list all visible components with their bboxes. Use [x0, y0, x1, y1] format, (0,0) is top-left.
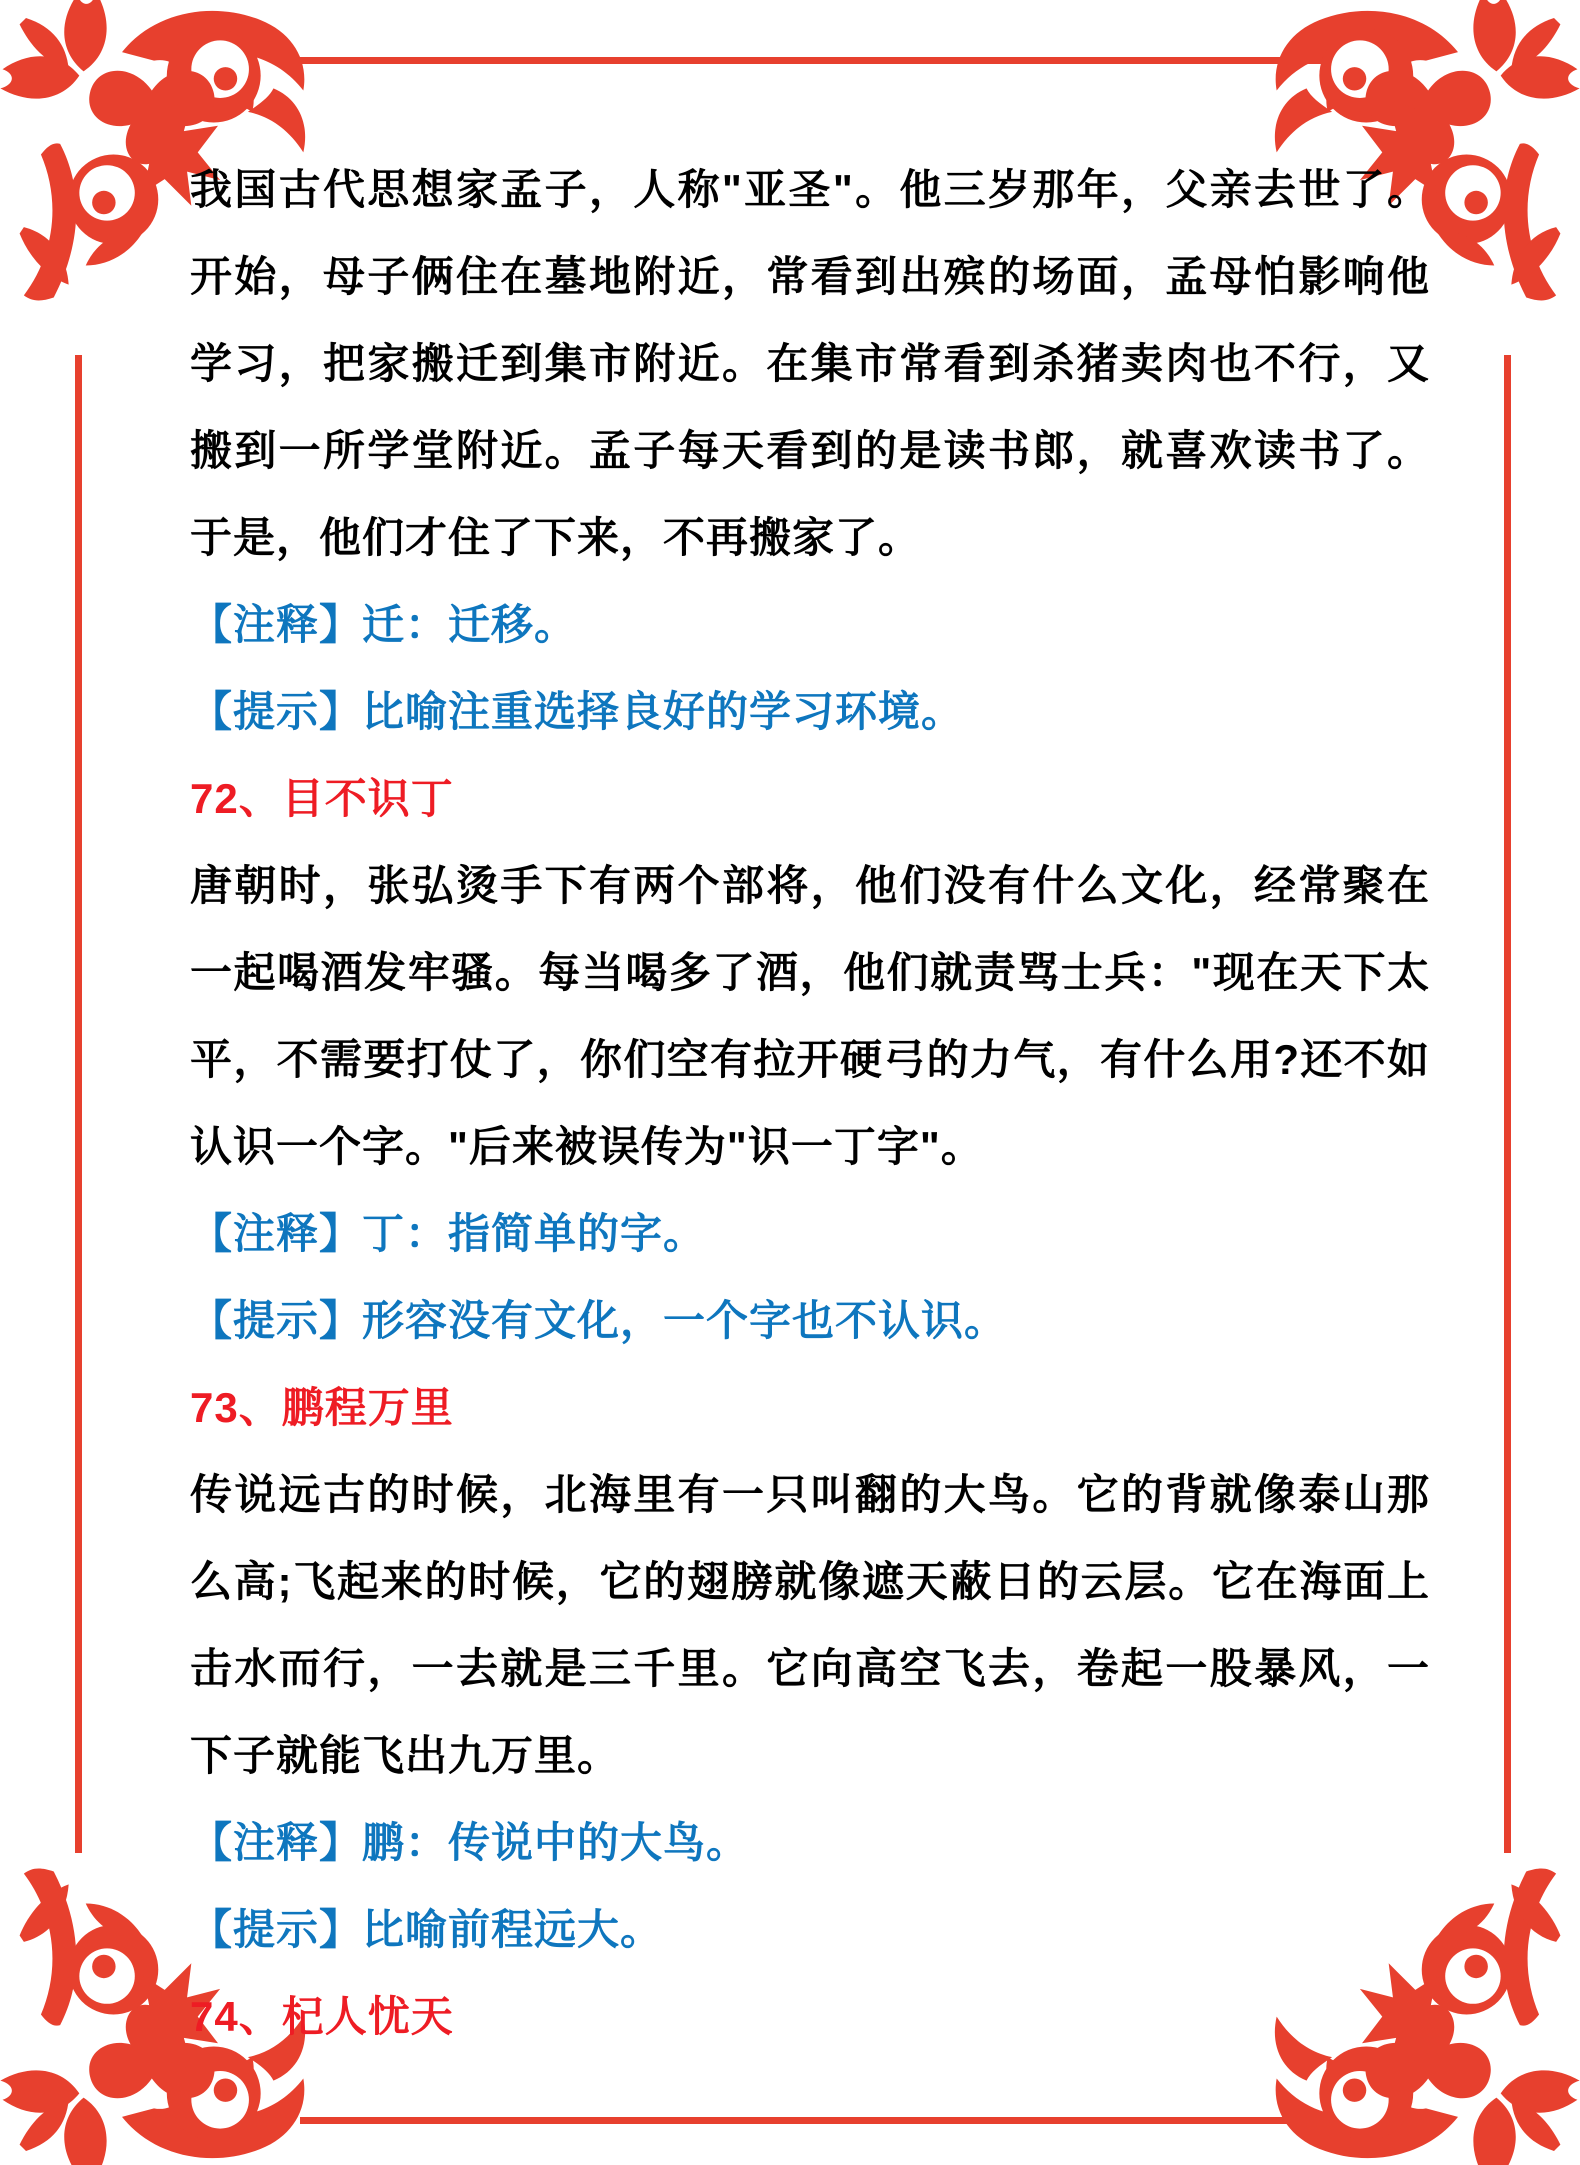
- frame-bottom-line: [300, 2117, 1290, 2124]
- hint-line: 【提示】形容没有文化，一个字也不认识。: [190, 1297, 1008, 1344]
- annotation-line: 【注释】迁：迁移。: [190, 601, 578, 648]
- idiom-heading-73: 73、鹏程万里: [190, 1384, 454, 1431]
- page-content: [190, 146, 1430, 2060]
- story-paragraph-peng-cheng-wan-li: 传说远古的时候，北海里有一只叫翻的大鸟。它的背就像泰山那么高;飞起来的时候，它的翅膀就像遮天蔽日的云层。它在海面上击水而行，一去就是三千里。它向高空飞去，卷起一股暴风，一下子就能飞出九万里。: [190, 1471, 1430, 1779]
- story-paragraph-mu-bu-shi-ding: 唐朝时，张弘烫手下有两个部将，他们没有什么文化，经常聚在一起喝酒发牢骚。每当喝多了酒，他们就责骂士兵："现在天下太平，不需要打仗了，你们空有拉开硬弓的力气，有什么用?还不如认识一个字。"后来被误传为"识一丁字"。: [190, 862, 1430, 1170]
- frame-top-line: [300, 57, 1330, 64]
- idiom-heading-72: 72、目不识丁: [190, 775, 454, 822]
- story-paragraph-meng-mu: 我国古代思想家孟子，人称"亚圣"。他三岁那年，父亲去世了。开始，母子俩住在墓地附近，常看到出殡的场面，孟母怕影响他学习，把家搬迁到集市附近。在集市常看到杀猪卖肉也不行，又搬到一所学堂附近。孟子每天看到的是读书郎，就喜欢读书了。于是，他们才住了下来，不再搬家了。: [190, 166, 1430, 561]
- annotation-line: 【注释】丁：指简单的字。: [190, 1210, 707, 1257]
- frame-right-line: [1504, 355, 1511, 1853]
- idiom-heading-74: 74、杞人忧天: [190, 1993, 454, 2040]
- frame-left-line: [75, 355, 82, 1853]
- hint-line: 【提示】比喻前程远大。: [190, 1906, 664, 1953]
- annotation-line: 【注释】鹏：传说中的大鸟。: [190, 1819, 750, 1866]
- hint-line: 【提示】比喻注重选择良好的学习环境。: [190, 688, 965, 735]
